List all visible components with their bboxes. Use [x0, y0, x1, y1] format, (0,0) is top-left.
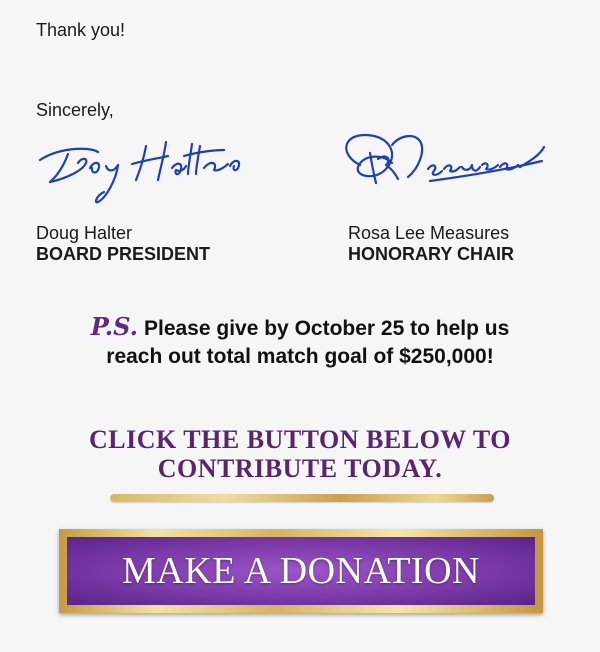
ps-mark: P.S.: [90, 312, 138, 341]
signer-name: Rosa Lee Measures: [348, 223, 510, 243]
thank-you-text: Thank you!: [36, 20, 126, 40]
signer-block-honorary-chair: [348, 223, 514, 265]
cta-line-2: CONTRIBUTE TODAY.: [157, 454, 443, 483]
signer-role: BOARD PRESIDENT: [36, 244, 211, 264]
postscript-line-2: reach out total match goal of $250,000!: [106, 345, 494, 368]
sincerely-text: Sincerely,: [36, 100, 114, 120]
signature-rosa-lee-measures: [330, 125, 560, 210]
postscript-line-1: Please give by October 25 to help us: [143, 317, 510, 340]
gold-divider: [110, 494, 494, 502]
postscript: [0, 313, 600, 371]
signer-block-president: [36, 223, 210, 265]
signature-doug-halter: [28, 130, 268, 220]
cta-heading: [0, 425, 600, 483]
make-donation-button[interactable]: MAKE A DONATION: [67, 537, 535, 605]
signer-role: HONORARY CHAIR: [348, 244, 515, 264]
signer-name: Doug Halter: [36, 223, 133, 243]
cta-line-1: CLICK THE BUTTON BELOW TO: [89, 425, 511, 454]
